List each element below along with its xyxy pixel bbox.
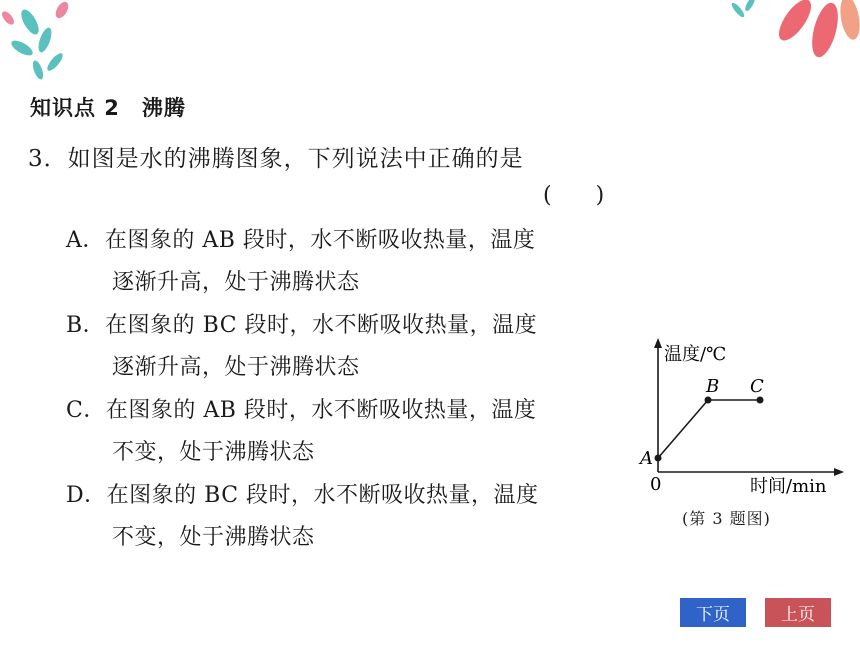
- point-b-dot: [705, 397, 712, 404]
- point-a-dot: [655, 455, 662, 462]
- point-c-dot: [757, 397, 764, 404]
- point-c-label: C: [750, 376, 764, 397]
- option-c-line2: 不变，处于沸腾状态: [112, 440, 315, 465]
- option-c: [66, 390, 626, 474]
- option-d-line1: D．在图象的 BC 段时，水不断吸收热量，温度: [66, 483, 539, 508]
- option-c-line1: C．在图象的 AB 段时，水不断吸收热量，温度: [66, 398, 537, 423]
- option-b-line2: 逐渐升高，处于沸腾状态: [112, 355, 360, 380]
- section-title: 知识点 2 沸腾: [30, 96, 186, 120]
- option-b-line1: B．在图象的 BC 段时，水不断吸收热量，温度: [66, 313, 538, 338]
- option-d: [66, 475, 626, 559]
- point-a-label: A: [640, 448, 653, 469]
- option-b: [66, 305, 626, 389]
- question-text: 3．如图是水的沸腾图象，下列说法中正确的是: [28, 146, 524, 172]
- y-axis-label: 温度/℃: [664, 344, 727, 365]
- option-d-line2: 不变，处于沸腾状态: [112, 525, 315, 550]
- origin-label: 0: [650, 474, 662, 495]
- leaf-decoration-right-icon: [710, 0, 860, 80]
- y-axis-arrow-icon: [654, 338, 662, 348]
- option-a-line1: A．在图象的 AB 段时，水不断吸收热量，温度: [66, 228, 536, 253]
- figure-caption: (第 3 题图): [682, 509, 771, 528]
- next-page-button[interactable]: 下页: [680, 598, 746, 627]
- previous-page-button[interactable]: 上页: [765, 598, 831, 627]
- option-a-line2: 逐渐升高，处于沸腾状态: [112, 270, 360, 295]
- temperature-curve: [658, 400, 760, 458]
- x-axis-arrow-icon: [834, 468, 844, 476]
- answer-blank: ( ): [543, 183, 605, 208]
- option-a: [66, 220, 626, 304]
- x-axis-label: 时间/min: [750, 476, 827, 497]
- leaf-decoration-left-icon: [0, 0, 90, 95]
- point-b-label: B: [706, 376, 720, 397]
